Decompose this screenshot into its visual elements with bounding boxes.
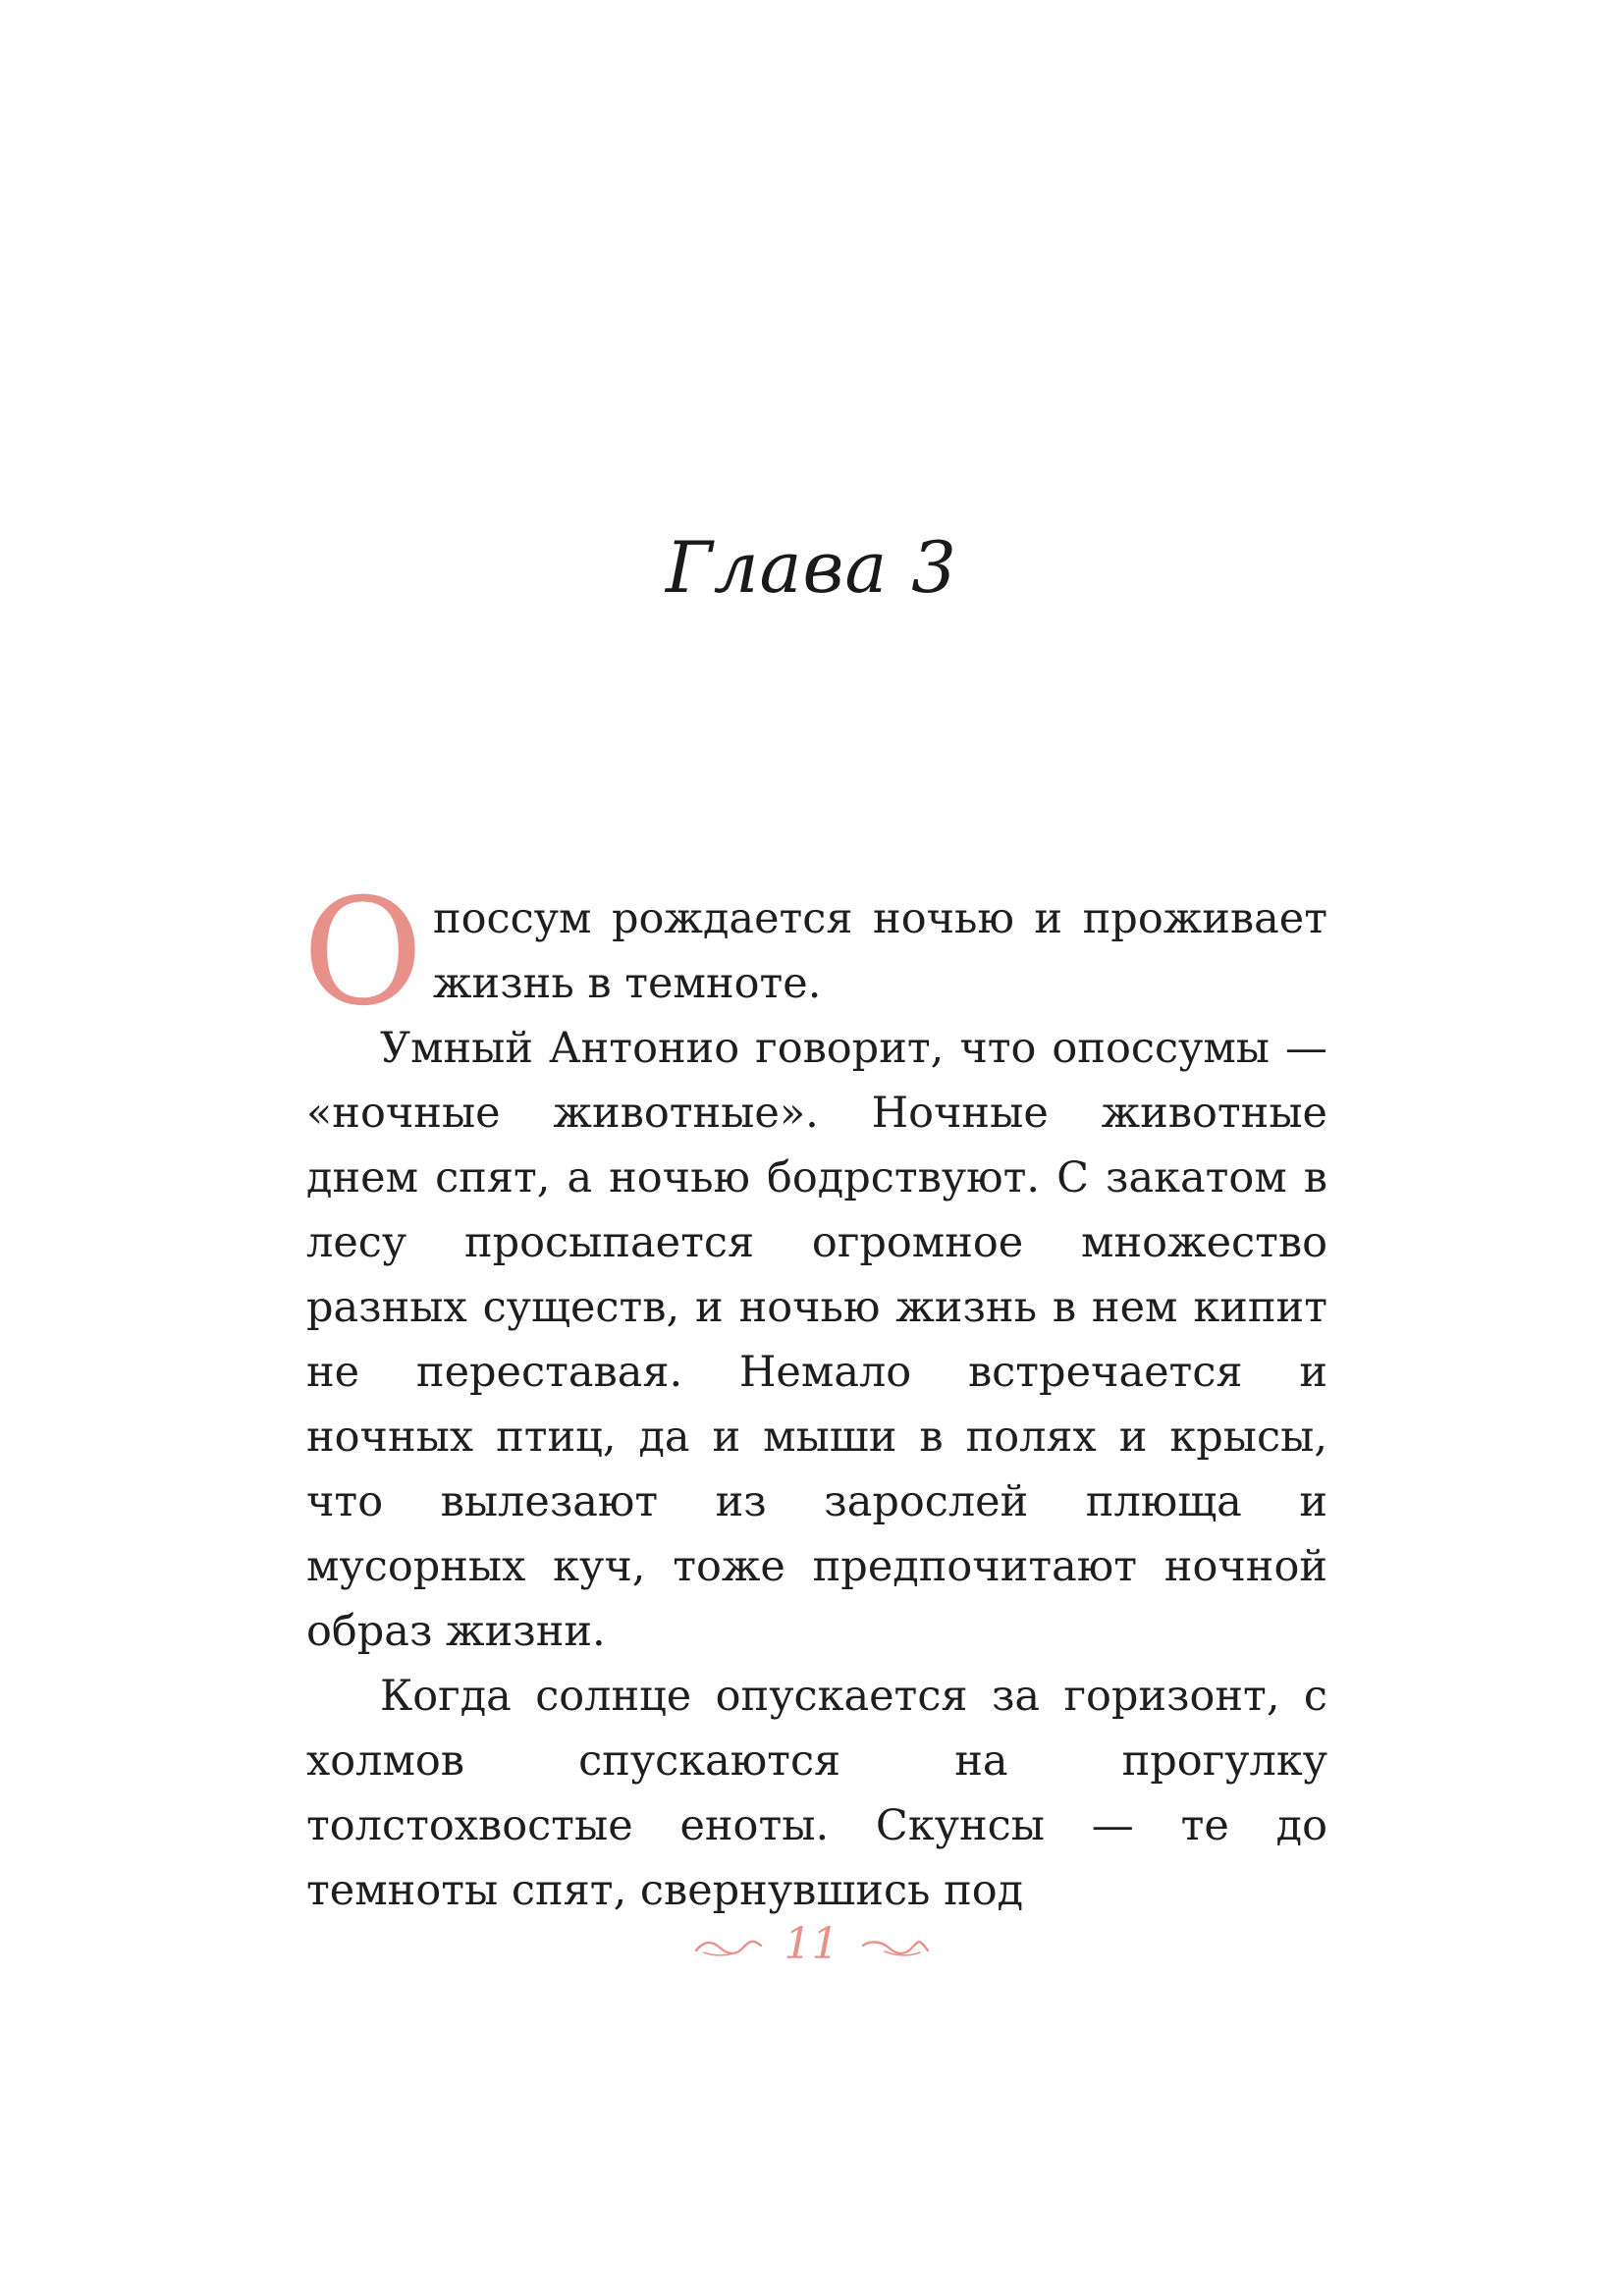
paragraph-3: Когда солнце опускается за горизонт, с холмов спускаются на прогулку толстохвостые еноты. Скунсы — те до темноты спят, свернувшись под	[306, 1672, 1327, 1915]
paragraph-1	[302, 868, 1327, 1039]
page-footer	[0, 1912, 1623, 1974]
paragraph-2: Умный Антонио говорит, что опоссумы — «ночные животные». Ночные животные днем спят, а ночью бодрствуют. С закатом в лесу просыпается огромное множество разных существ, и ночью жизнь в нем кипит не переставая. Немало встречается и ночных птиц, да и мыши в полях и крысы, что вылезают из зарослей плюща и мусорных куч, тоже предпочитают ночной образ жизни.	[306, 1024, 1327, 1656]
chapter-title: Глава 3	[666, 526, 957, 609]
left-swash-icon	[694, 1915, 763, 1974]
right-swash-icon	[861, 1915, 930, 1974]
body-text	[302, 868, 1327, 1923]
drop-cap: О	[302, 868, 423, 1039]
page-number: 11	[784, 1918, 839, 1969]
paragraph-1-text: поссум рождается ночью и проживает жизнь в темноте.	[432, 894, 1327, 1008]
